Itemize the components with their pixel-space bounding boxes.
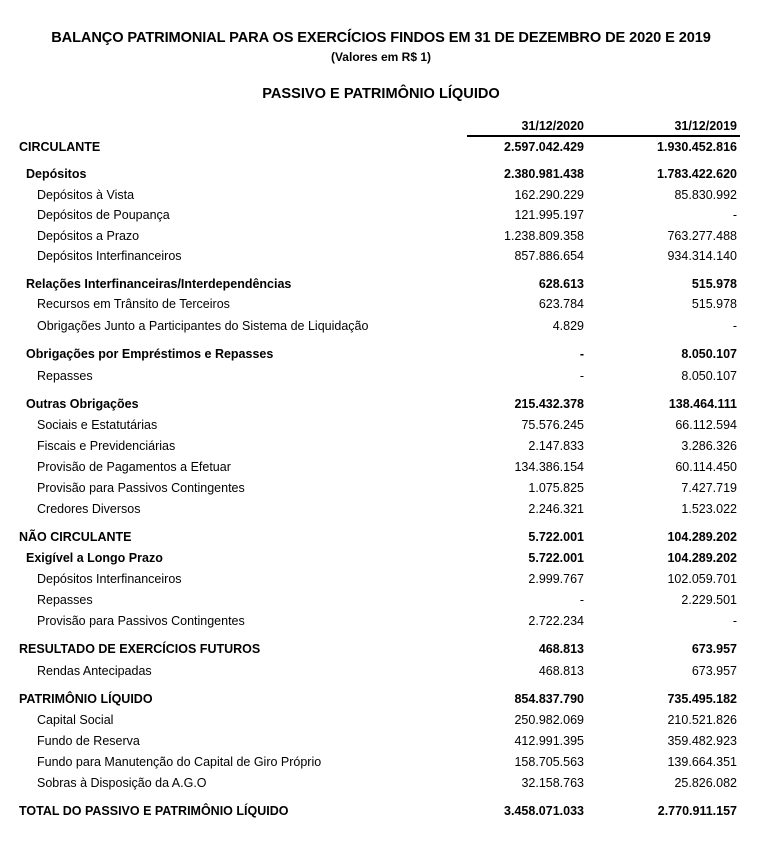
value-2019: 25.826.082 xyxy=(674,776,737,790)
table-row xyxy=(0,229,762,249)
group-row xyxy=(0,397,762,417)
row-label: PATRIMÔNIO LÍQUIDO xyxy=(19,692,153,706)
value-2020: 250.982.069 xyxy=(514,713,584,727)
value-2019: 1.523.022 xyxy=(681,502,737,516)
value-2020: - xyxy=(579,593,584,607)
column-header-2019: 31/12/2019 xyxy=(674,119,737,133)
value-2019: 673.957 xyxy=(691,642,737,656)
row-label: CIRCULANTE xyxy=(19,140,101,154)
value-2020: 162.290.229 xyxy=(514,188,584,202)
group-row xyxy=(0,277,762,297)
row-label: TOTAL DO PASSIVO E PATRIMÔNIO LÍQUIDO xyxy=(19,804,289,818)
value-2019: 60.114.450 xyxy=(675,460,737,474)
row-label: Relações Interfinanceiras/Interdependências xyxy=(26,277,292,291)
value-2020: 32.158.763 xyxy=(521,776,584,790)
value-2019: 515.978 xyxy=(691,277,737,291)
row-label: Credores Diversos xyxy=(37,502,141,516)
value-2020: 215.432.378 xyxy=(514,397,584,411)
value-2020: 857.886.654 xyxy=(514,249,584,263)
value-2019: 1.930.452.816 xyxy=(657,140,737,154)
value-2019: 763.277.488 xyxy=(667,229,737,243)
value-2020: 3.458.071.033 xyxy=(504,804,584,818)
table-row xyxy=(0,755,762,775)
table-row xyxy=(0,249,762,269)
table-row xyxy=(0,734,762,754)
value-2020: 628.613 xyxy=(538,277,584,291)
value-2020: 1.238.809.358 xyxy=(504,229,584,243)
value-2020: 2.597.042.429 xyxy=(504,140,584,154)
value-2019: 85.830.992 xyxy=(674,188,737,202)
row-label: Sociais e Estatutárias xyxy=(37,418,158,432)
value-2020: 2.999.767 xyxy=(528,572,584,586)
table-row xyxy=(0,369,762,389)
row-label: Depósitos de Poupança xyxy=(37,208,170,222)
row-label: Repasses xyxy=(37,369,93,383)
value-2020: 5.722.001 xyxy=(528,530,584,544)
value-2020: 2.246.321 xyxy=(528,502,584,516)
row-label: Recursos em Trânsito de Terceiros xyxy=(37,297,230,311)
value-2020: 2.147.833 xyxy=(528,439,584,453)
value-2020: 4.829 xyxy=(552,319,584,333)
group-row xyxy=(0,347,762,367)
row-label: Provisão de Pagamentos a Efetuar xyxy=(37,460,231,474)
row-label: RESULTADO DE EXERCÍCIOS FUTUROS xyxy=(19,642,261,656)
value-2020: 2.722.234 xyxy=(528,614,584,628)
value-2019: 2.770.911.157 xyxy=(657,804,737,818)
value-2020: 158.705.563 xyxy=(514,755,584,769)
report-title: BALANÇO PATRIMONIAL PARA OS EXERCÍCIOS FINDOS EM 31 DE DEZEMBRO DE 2020 E 2019 xyxy=(51,30,711,46)
value-2020: 468.813 xyxy=(538,664,584,678)
value-2019: 3.286.326 xyxy=(681,439,737,453)
value-2019: 359.482.923 xyxy=(667,734,737,748)
table-row xyxy=(0,297,762,317)
value-2020: 134.386.154 xyxy=(514,460,584,474)
section-row xyxy=(0,804,762,824)
section-row xyxy=(0,140,762,160)
table-row xyxy=(0,319,762,339)
value-2020: - xyxy=(579,347,584,361)
table-row xyxy=(0,188,762,208)
value-2019: 934.314.140 xyxy=(667,249,737,263)
row-label: Fundo de Reserva xyxy=(37,734,140,748)
value-2019: 104.289.202 xyxy=(667,551,737,565)
group-row xyxy=(0,167,762,187)
table-row xyxy=(0,713,762,733)
value-2019: - xyxy=(732,319,737,333)
section-title: PASSIVO E PATRIMÔNIO LÍQUIDO xyxy=(262,86,500,102)
section-row xyxy=(0,692,762,712)
value-2020: 412.991.395 xyxy=(514,734,584,748)
row-label: Fiscais e Previdenciárias xyxy=(37,439,176,453)
value-2019: 1.783.422.620 xyxy=(657,167,737,181)
table-row xyxy=(0,593,762,613)
value-2019: 2.229.501 xyxy=(681,593,737,607)
table-row xyxy=(0,460,762,480)
row-label: Depósitos Interfinanceiros xyxy=(37,249,182,263)
section-row xyxy=(0,530,762,550)
value-2020: 2.380.981.438 xyxy=(504,167,584,181)
value-2019: 139.664.351 xyxy=(667,755,737,769)
value-2019: 104.289.202 xyxy=(667,530,737,544)
row-label: Depósitos Interfinanceiros xyxy=(37,572,182,586)
value-2019: 8.050.107 xyxy=(681,347,737,361)
row-label: Rendas Antecipadas xyxy=(37,664,152,678)
header-rule xyxy=(467,135,740,137)
value-2020: 854.837.790 xyxy=(514,692,584,706)
value-2019: 210.521.826 xyxy=(667,713,737,727)
value-2019: 673.957 xyxy=(691,664,737,678)
report-subtitle: (Valores em R$ 1) xyxy=(330,50,432,64)
value-2019: 515.978 xyxy=(691,297,737,311)
row-label: Depósitos à Vista xyxy=(37,188,135,202)
value-2020: 121.995.197 xyxy=(514,208,584,222)
value-2019: 735.495.182 xyxy=(667,692,737,706)
table-row xyxy=(0,502,762,522)
row-label: Outras Obrigações xyxy=(26,397,139,411)
table-row xyxy=(0,418,762,438)
column-header-2020: 31/12/2020 xyxy=(521,119,584,133)
value-2020: 5.722.001 xyxy=(528,551,584,565)
table-row xyxy=(0,776,762,796)
row-label: Depósitos a Prazo xyxy=(37,229,140,243)
row-label: Obrigações por Empréstimos e Repasses xyxy=(26,347,274,361)
value-2019: 66.112.594 xyxy=(675,418,737,432)
value-2019: 102.059.701 xyxy=(667,572,737,586)
row-label: Provisão para Passivos Contingentes xyxy=(37,481,245,495)
table-row xyxy=(0,439,762,459)
table-row xyxy=(0,481,762,501)
value-2020: 1.075.825 xyxy=(528,481,584,495)
table-row xyxy=(0,208,762,228)
value-2020: 468.813 xyxy=(538,642,584,656)
value-2020: - xyxy=(579,369,584,383)
value-2020: 75.576.245 xyxy=(521,418,584,432)
value-2019: - xyxy=(732,208,737,222)
section-row xyxy=(0,642,762,662)
row-label: Provisão para Passivos Contingentes xyxy=(37,614,245,628)
row-label: Sobras à Disposição da A.G.O xyxy=(37,776,207,790)
row-label: Exigível a Longo Prazo xyxy=(26,551,163,565)
value-2019: - xyxy=(732,614,737,628)
row-label: Obrigações Junto a Participantes do Sistema de Liquidação xyxy=(37,319,369,333)
table-row xyxy=(0,614,762,634)
row-label: Fundo para Manutenção do Capital de Giro Próprio xyxy=(37,755,322,769)
table-row xyxy=(0,572,762,592)
row-label: Repasses xyxy=(37,593,93,607)
value-2019: 7.427.719 xyxy=(681,481,737,495)
value-2019: 138.464.111 xyxy=(668,397,737,411)
row-label: Depósitos xyxy=(26,167,87,181)
value-2020: 623.784 xyxy=(538,297,584,311)
table-row xyxy=(0,664,762,684)
row-label: NÃO CIRCULANTE xyxy=(19,530,132,544)
row-label: Capital Social xyxy=(37,713,114,727)
group-row xyxy=(0,551,762,571)
value-2019: 8.050.107 xyxy=(681,369,737,383)
